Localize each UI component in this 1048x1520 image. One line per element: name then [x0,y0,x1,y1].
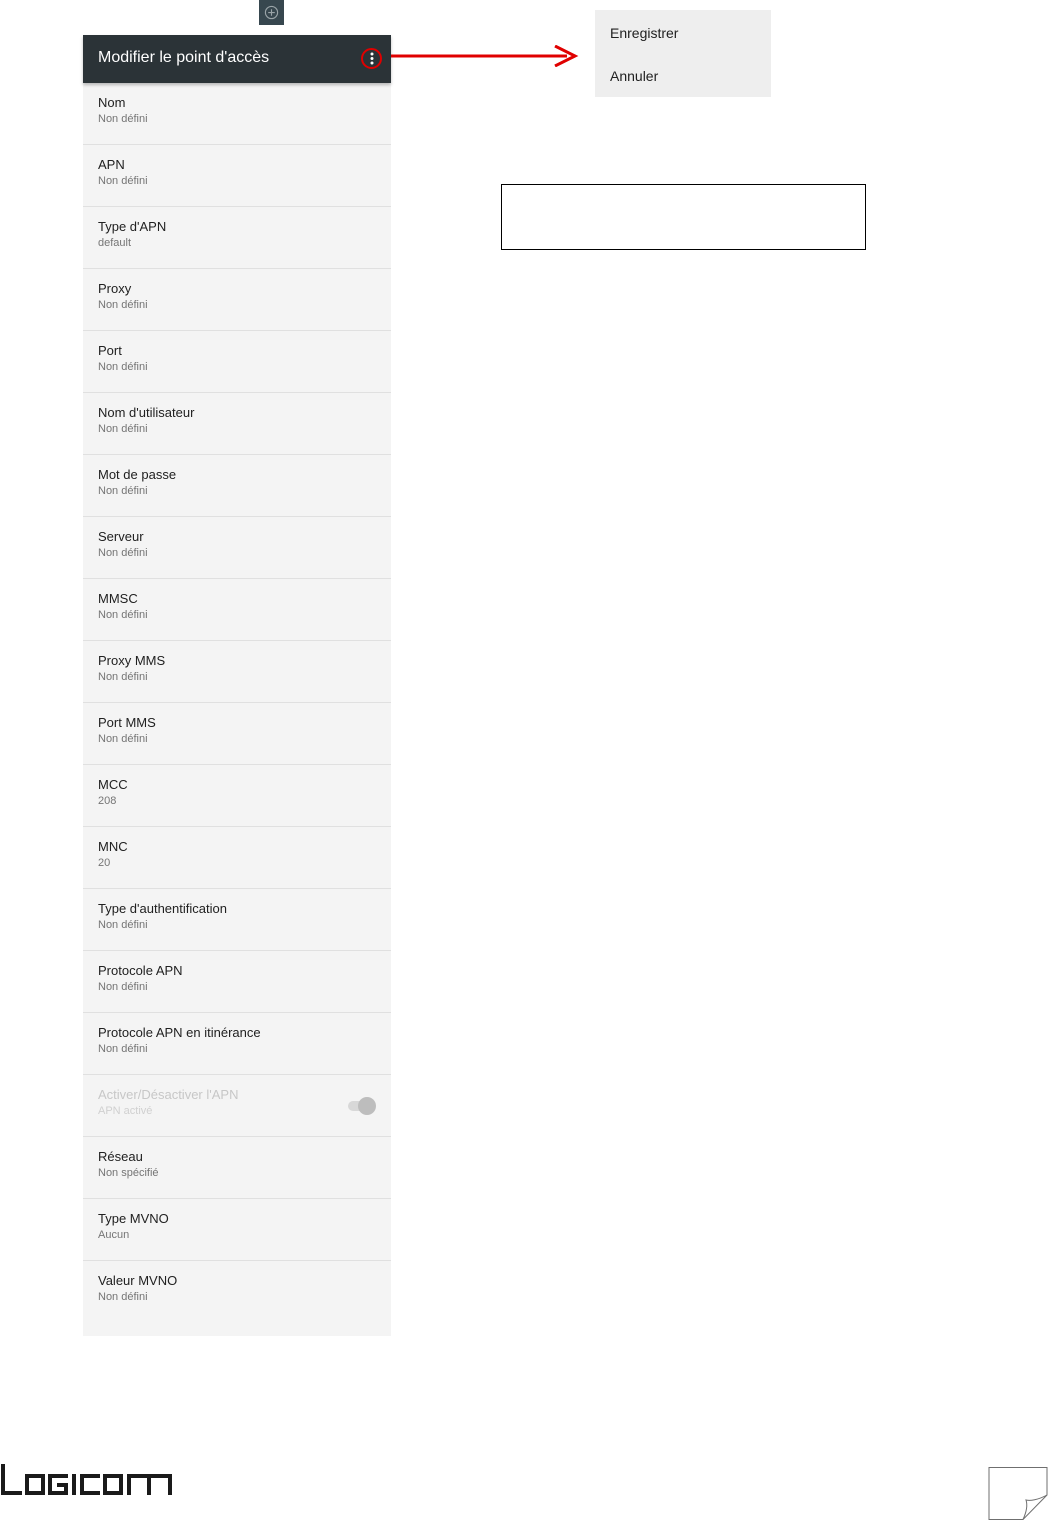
setting-title: Type MVNO [98,1211,169,1226]
setting-value: Non défini [98,299,148,311]
setting-title: APN [98,157,125,172]
phone-screen [83,35,391,1336]
setting-value: Aucun [98,1229,130,1241]
page-title: Modifier le point d'accès [98,49,270,66]
setting-value: Non défini [98,671,148,683]
apn-enable-toggle [348,1097,376,1115]
setting-row-mvno-type[interactable] [83,1199,391,1261]
setting-value: Non défini [98,1291,148,1303]
cancel-menu-item[interactable]: Annuler [610,68,659,84]
setting-value: default [98,237,132,249]
setting-row-nom[interactable] [83,83,391,145]
setting-value: Non défini [98,113,148,125]
setting-title: Nom [98,95,126,110]
setting-row-apn-enable [83,1075,391,1137]
setting-title: MCC [98,777,128,792]
app-bar [83,35,391,83]
setting-row-apn-type[interactable] [83,207,391,269]
setting-row-apn[interactable] [83,145,391,207]
setting-title: Réseau [98,1149,143,1164]
setting-value: 20 [98,857,111,869]
setting-value: Non défini [98,981,148,993]
setting-title: Port [98,343,122,358]
setting-title: Valeur MVNO [98,1273,178,1288]
page-number-box [988,1467,1048,1520]
setting-row-auth-type[interactable] [83,889,391,951]
setting-title: Type d'authentification [98,901,227,916]
setting-value: Non défini [98,485,148,497]
setting-title: Proxy [98,281,132,296]
setting-row-port[interactable] [83,331,391,393]
setting-row-password[interactable] [83,455,391,517]
setting-value: Non défini [98,733,148,745]
setting-title: Protocole APN [98,963,183,978]
settings-list [83,83,391,1323]
add-circle-icon[interactable] [259,0,284,25]
setting-row-mms-port[interactable] [83,703,391,765]
setting-title: Mot de passe [98,467,177,482]
setting-value: 208 [98,795,117,807]
setting-title: MNC [98,839,128,854]
setting-value: Non défini [98,547,148,559]
setting-row-apn-protocol[interactable] [83,951,391,1013]
setting-row-mcc[interactable] [83,765,391,827]
setting-title: Activer/Désactiver l'APN [98,1087,239,1102]
setting-title: MMSC [98,591,138,606]
setting-title: Port MMS [98,715,156,730]
caption-box [501,184,866,250]
setting-value: Non défini [98,1043,148,1055]
logicom-logo [0,1462,176,1498]
setting-title: Serveur [98,529,144,544]
setting-title: Protocole APN en itinérance [98,1025,261,1040]
setting-value: Non défini [98,919,148,931]
setting-value: Non défini [98,609,148,621]
setting-row-network[interactable] [83,1137,391,1199]
setting-row-username[interactable] [83,393,391,455]
red-arrow-icon [391,45,579,67]
setting-value: Non défini [98,175,148,187]
setting-row-proxy[interactable] [83,269,391,331]
setting-row-apn-roaming-protocol[interactable] [83,1013,391,1075]
save-menu-item[interactable]: Enregistrer [610,25,679,41]
setting-row-mvno-value[interactable] [83,1261,391,1323]
setting-row-mms-proxy[interactable] [83,641,391,703]
setting-value: APN activé [98,1105,153,1117]
overflow-menu [595,10,771,97]
setting-title: Proxy MMS [98,653,166,668]
more-vert-icon[interactable] [361,48,382,69]
setting-row-mnc[interactable] [83,827,391,889]
setting-title: Nom d'utilisateur [98,405,195,420]
setting-value: Non défini [98,423,148,435]
setting-value: Non spécifié [98,1167,159,1179]
setting-title: Type d'APN [98,219,167,234]
setting-value: Non défini [98,361,148,373]
setting-row-mmsc[interactable] [83,579,391,641]
setting-row-server[interactable] [83,517,391,579]
